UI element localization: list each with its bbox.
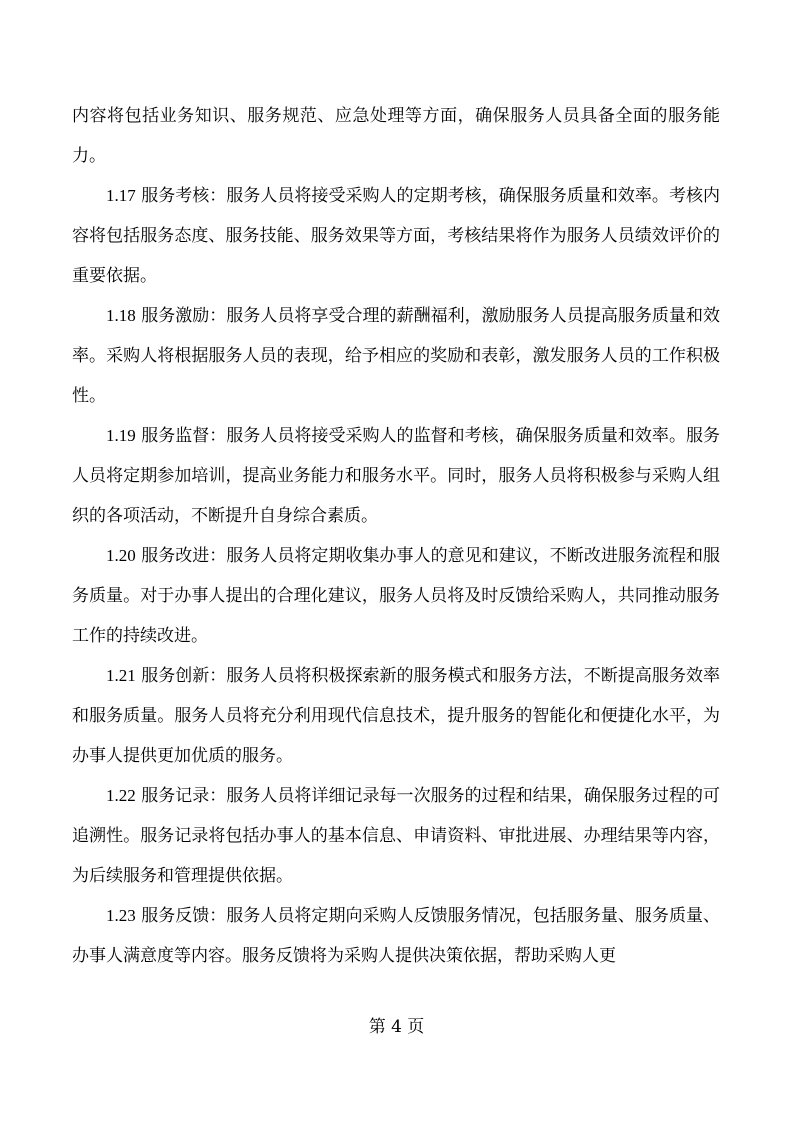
paragraph-text: 内容将包括业务知识、服务规范、应急处理等方面，确保服务人员具备全面的服务能力。	[72, 106, 720, 166]
paragraph-text: 服务创新：服务人员将积极探索新的服务模式和服务方法，不断提高服务效率和服务质量。服务人员将充分利用现代信息技术，提升服务的智能化和便捷化水平，为办事人提供更加优质的服务。	[72, 666, 721, 766]
paragraph-text: 服务记录：服务人员将详细记录每一次服务的过程和结果，确保服务过程的可追溯性。服务记录将包括办事人的基本信息、申请资料、审批进展、办理结果等内容，为后续服务和管理提供依据。	[72, 786, 721, 886]
paragraph-text: 服务反馈：服务人员将定期向采购人反馈服务情况，包括服务量、服务质量、办事人满意度等内容。服务反馈将为采购人提供决策依据，帮助采购人更	[72, 906, 721, 966]
page-number: 第 4 页	[368, 1017, 425, 1037]
paragraph-1-22	[72, 776, 720, 896]
section-number: 1.20	[106, 546, 136, 565]
paragraph-text: 服务监督：服务人员将接受采购人的监督和考核，确保服务质量和效率。服务人员将定期参加培训，提高业务能力和服务水平。同时，服务人员将积极参与采购人组织的各项活动，不断提升自身综合素质。	[72, 426, 721, 526]
paragraph-text: 服务改进：服务人员将定期收集办事人的意见和建议，不断改进服务流程和服务质量。对于办事人提出的合理化建议，服务人员将及时反馈给采购人，共同推动服务工作的持续改进。	[72, 546, 721, 646]
document-body	[72, 96, 720, 976]
paragraph-1-19	[72, 416, 720, 536]
paragraph-text: 服务激励：服务人员将享受合理的薪酬福利，激励服务人员提高服务质量和效率。采购人将根据服务人员的表现，给予相应的奖励和表彰，激发服务人员的工作积极性。	[72, 306, 721, 406]
paragraph-1-23	[72, 896, 720, 976]
paragraph-continuation	[72, 96, 720, 176]
section-number: 1.19	[106, 426, 136, 445]
section-number: 1.17	[106, 186, 136, 205]
section-number: 1.23	[106, 906, 136, 925]
paragraph-1-17	[72, 176, 720, 296]
paragraph-text: 服务考核：服务人员将接受采购人的定期考核，确保服务质量和效率。考核内容将包括服务态度、服务技能、服务效果等方面，考核结果将作为服务人员绩效评价的重要依据。	[72, 186, 721, 286]
paragraph-1-21	[72, 656, 720, 776]
section-number: 1.21	[106, 666, 136, 685]
paragraph-1-18	[72, 296, 720, 416]
section-number: 1.22	[106, 786, 136, 805]
section-number: 1.18	[106, 306, 136, 325]
page-footer	[0, 1012, 793, 1042]
paragraph-1-20	[72, 536, 720, 656]
